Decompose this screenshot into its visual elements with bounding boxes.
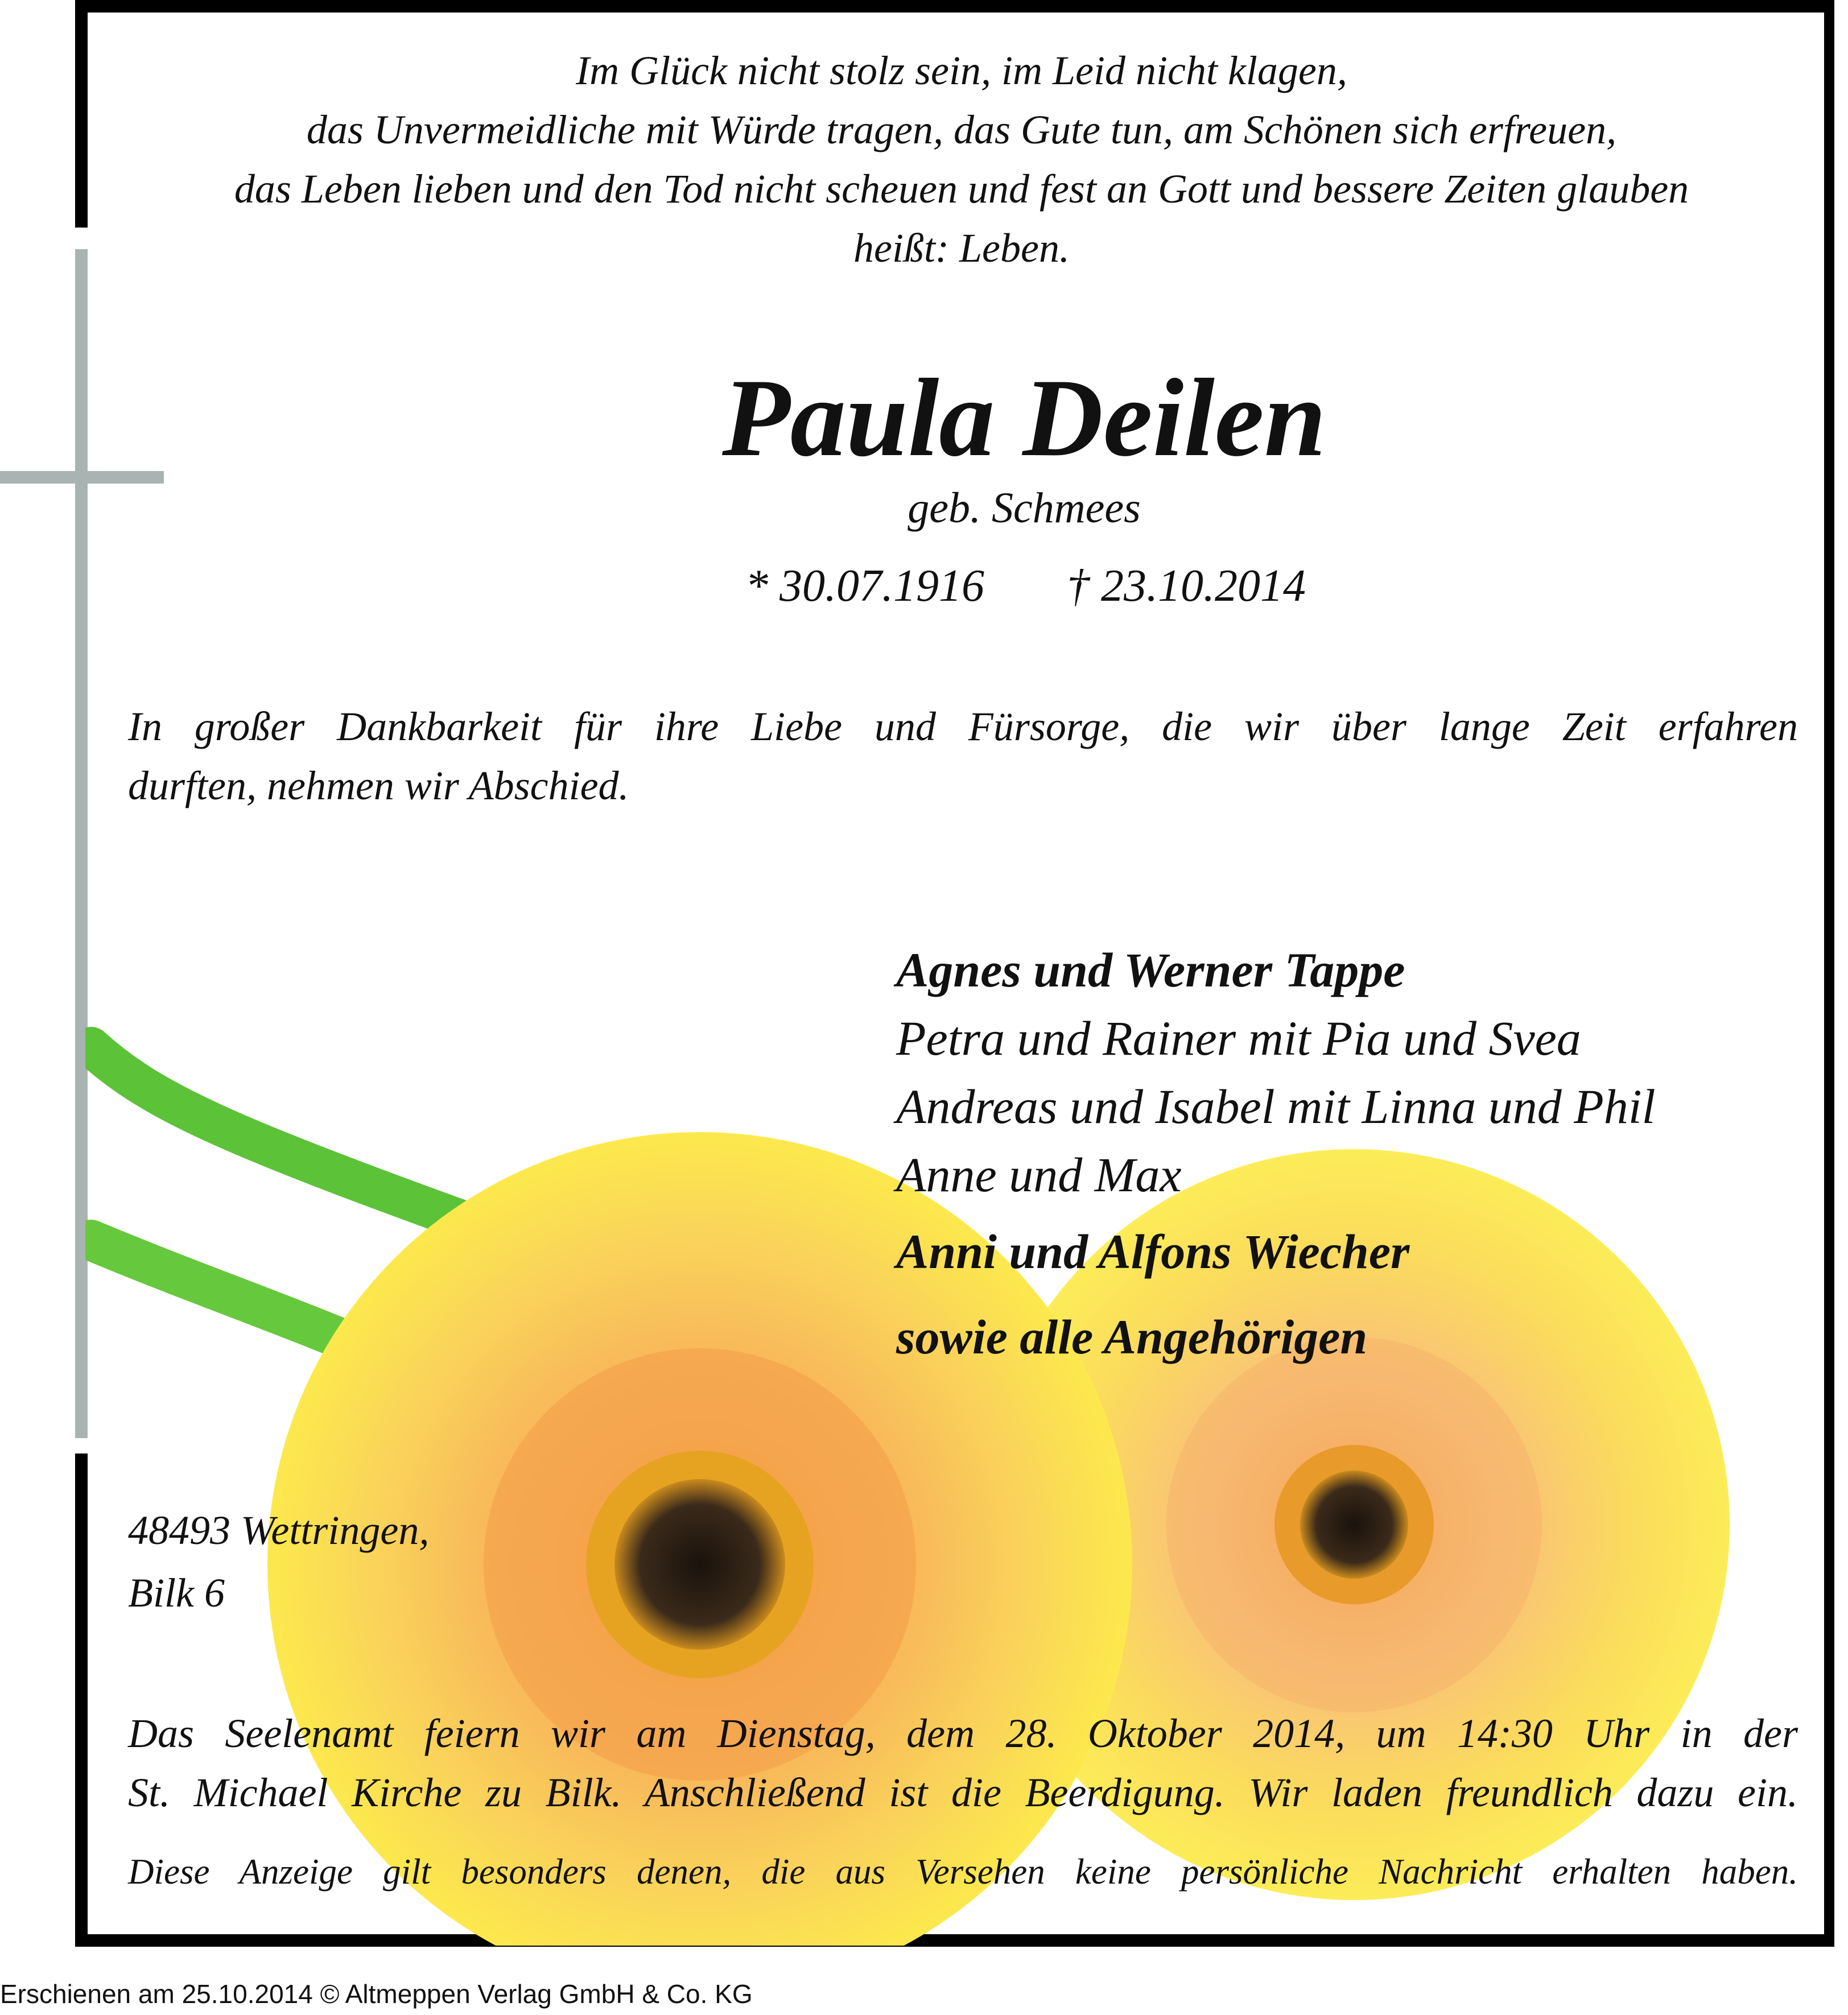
service-line-1: Das Seelenamt feiern wir am Dienstag, dem 28. Oktober 2014, um 14:30 Uhr in der <box>128 1711 1798 1756</box>
birth-date: * 30.07.1916 <box>745 561 984 611</box>
service-line-2: St. Michael Kirche zu Bilk. Anschließend ist die Beerdigung. Wir laden freundlich dazu ein. <box>128 1770 1798 1815</box>
address <box>128 1499 640 1624</box>
mourner-5: Anni und Alfons Wiecher <box>896 1224 1410 1279</box>
frame-left-top <box>75 0 88 228</box>
verse-line-3: das Leben lieben und den Tod nicht scheuen und fest an Gott und bessere Zeiten glauben <box>234 166 1689 212</box>
publication-footer: Erschienen am 25.10.2014 © Altmeppen Verlag GmbH & Co. KG <box>0 1979 753 2009</box>
mourner-1: Agnes und Werner Tappe <box>896 943 1405 997</box>
mourners-list <box>896 936 1818 1380</box>
birth-name: geb. Schmees <box>908 484 1141 532</box>
frame-top <box>75 0 1833 13</box>
mourner-6: sowie alle Angehörigen <box>896 1310 1368 1364</box>
gratitude-text <box>128 697 1798 815</box>
gratitude-line-2: durften, nehmen wir Abschied. <box>128 763 629 808</box>
cross-horizontal-bar <box>0 471 164 484</box>
verse-line-4: heißt: Leben. <box>853 225 1070 271</box>
verse-line-1: Im Glück nicht stolz sein, im Leid nicht klagen, <box>576 48 1347 93</box>
gratitude-line-1: In großer Dankbarkeit für ihre Liebe und Fürsorge, die wir über lange Zeit erfahren <box>128 704 1798 749</box>
verse-line-2: das Unvermeidliche mit Würde tragen, das Gute tun, am Schönen sich erfreuen, <box>306 107 1617 152</box>
frame-right <box>1824 0 1834 1946</box>
deceased-name: Paula Deilen <box>722 356 1326 480</box>
address-line-2: Bilk 6 <box>128 1570 225 1616</box>
death-date: † 23.10.2014 <box>1067 561 1306 611</box>
mourner-2: Petra und Rainer mit Pia und Svea <box>896 1011 1581 1066</box>
verse <box>102 41 1821 278</box>
mourner-3: Andreas und Isabel mit Linna und Phil <box>896 1079 1656 1134</box>
address-line-1: 48493 Wettringen, <box>128 1508 430 1553</box>
mourner-4: Anne und Max <box>896 1147 1182 1202</box>
notice-text: Diese Anzeige gilt besonders denen, die aus Versehen keine persönliche Nachricht erhalten haben. <box>128 1852 1798 1892</box>
service-text <box>128 1704 1798 1822</box>
